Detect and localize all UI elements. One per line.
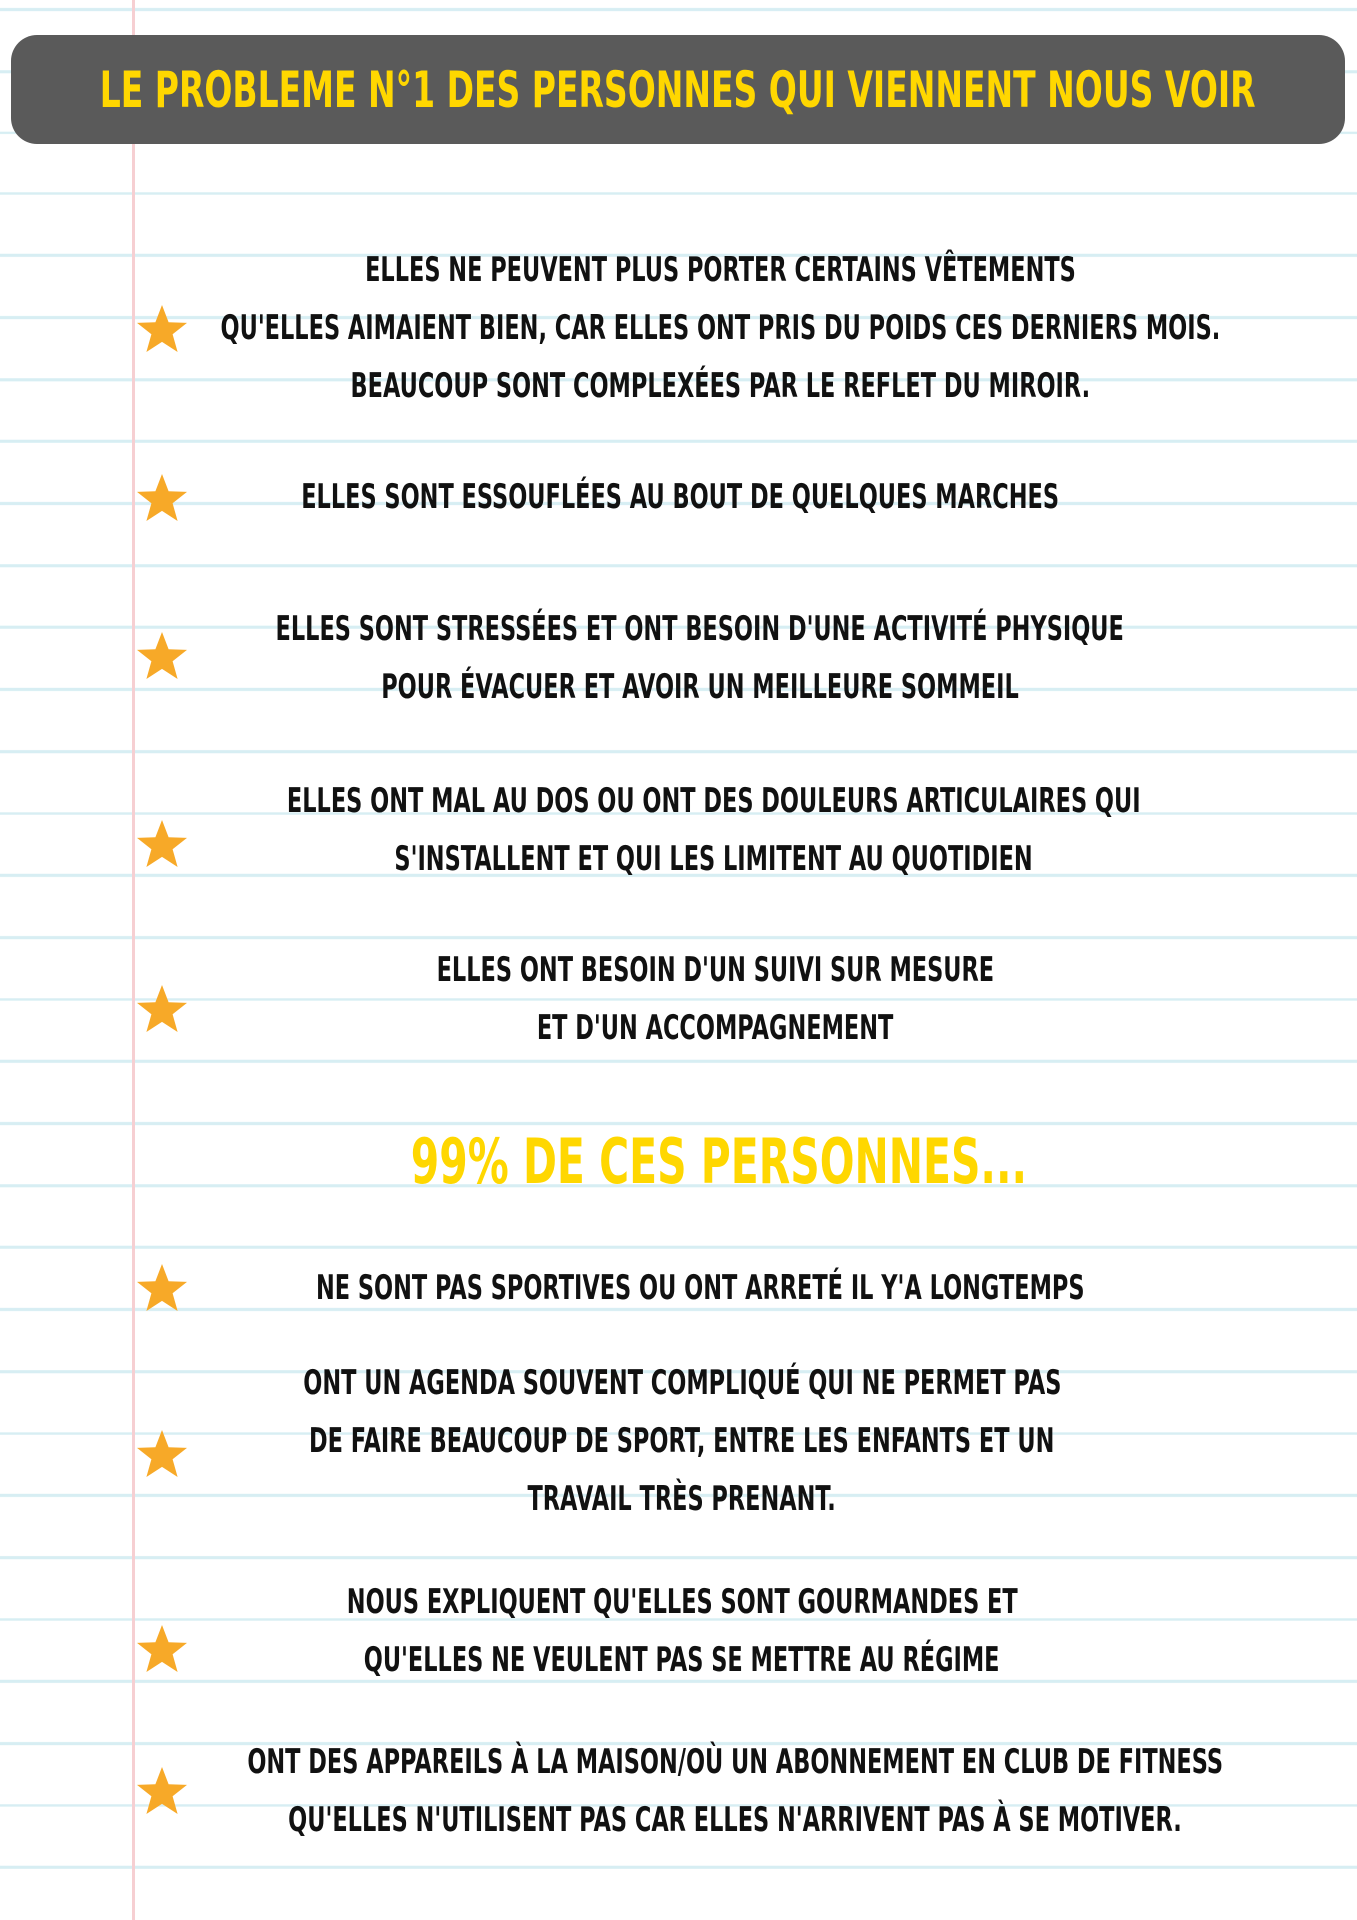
text-line: ET D'UN ACCOMPAGNEMENT xyxy=(536,1008,894,1048)
list-item-trait-4 xyxy=(0,1733,1357,1849)
text-line: ELLES ONT MAL AU DOS OU ONT DES DOULEURS ARTICULAIRES QUI xyxy=(287,781,1141,821)
list-item-text xyxy=(200,1259,1200,1317)
text-line: BEAUCOUP SONT COMPLEXÉES PAR LE REFLET DU MIROIR. xyxy=(350,366,1090,406)
list-item-text xyxy=(214,772,1214,888)
text-line: TRAVAIL TRÈS PRENANT. xyxy=(527,1479,837,1519)
text-line: ELLES ONT BESOIN D'UN SUIVI SUR MESURE xyxy=(436,950,994,990)
list-item-trait-3 xyxy=(0,1573,1357,1689)
text-line: NE SONT PAS SPORTIVES OU ONT ARRETÉ IL Y'A LONGTEMPS xyxy=(315,1268,1085,1308)
text-line: QU'ELLES NE VEULENT PAS SE METTRE AU RÉGIME xyxy=(364,1640,1000,1680)
text-line: QU'ELLES AIMAIENT BIEN, CAR ELLES ONT PRIS DU POIDS CES DERNIERS MOIS. xyxy=(220,308,1220,348)
star-icon xyxy=(134,818,190,870)
list-item-trait-1 xyxy=(0,1259,1357,1317)
text-line: S'INSTALLENT ET QUI LES LIMITENT AU QUOTIDIEN xyxy=(394,839,1034,879)
text-line: NOUS EXPLIQUENT QU'ELLES SONT GOURMANDES ET xyxy=(346,1582,1018,1622)
text-line: ELLES NE PEUVENT PLUS PORTER CERTAINS VÊTEMENTS xyxy=(364,250,1076,290)
page-title: LE PROBLEME N°1 DES PERSONNES QUI VIENNENT NOUS VOIR xyxy=(100,60,1256,119)
star-icon xyxy=(134,983,190,1035)
list-item-text xyxy=(182,1354,1182,1528)
star-icon xyxy=(134,630,190,682)
list-item-problem-1 xyxy=(0,241,1357,415)
list-item-trait-2 xyxy=(0,1354,1357,1528)
list-item-problem-2 xyxy=(0,468,1357,526)
text-line: POUR ÉVACUER ET AVOIR UN MEILLEURE SOMMEIL xyxy=(381,667,1019,707)
list-item-text xyxy=(170,241,1270,415)
list-item-problem-3 xyxy=(0,600,1357,716)
header-banner xyxy=(11,35,1345,144)
list-item-problem-5 xyxy=(0,941,1357,1057)
list-item-text xyxy=(182,1573,1182,1689)
star-icon xyxy=(134,1765,190,1817)
text-line: QU'ELLES N'UTILISENT PAS CAR ELLES N'ARRIVENT PAS À SE MOTIVER. xyxy=(288,1800,1182,1840)
star-icon xyxy=(134,1262,190,1314)
text-line: ELLES SONT ESSOUFLÉES AU BOUT DE QUELQUES MARCHES xyxy=(301,477,1059,517)
list-item-problem-4 xyxy=(0,772,1357,888)
list-item-text xyxy=(200,600,1200,716)
text-line: DE FAIRE BEAUCOUP DE SPORT, ENTRE LES ENFANTS ET UN xyxy=(309,1421,1055,1461)
list-item-text xyxy=(180,468,1180,526)
list-item-text xyxy=(215,941,1215,1057)
list-item-text xyxy=(185,1733,1285,1849)
text-line: ONT UN AGENDA SOUVENT COMPLIQUÉ QUI NE PERMET PAS xyxy=(302,1363,1062,1403)
text-line: ONT DES APPAREILS À LA MAISON/OÙ UN ABONNEMENT EN CLUB DE FITNESS xyxy=(247,1742,1223,1782)
section-heading-text: 99% DE CES PERSONNES... xyxy=(410,1125,1027,1198)
section-heading xyxy=(0,1122,1357,1202)
text-line: ELLES SONT STRESSÉES ET ONT BESOIN D'UNE ACTIVITÉ PHYSIQUE xyxy=(275,609,1125,649)
